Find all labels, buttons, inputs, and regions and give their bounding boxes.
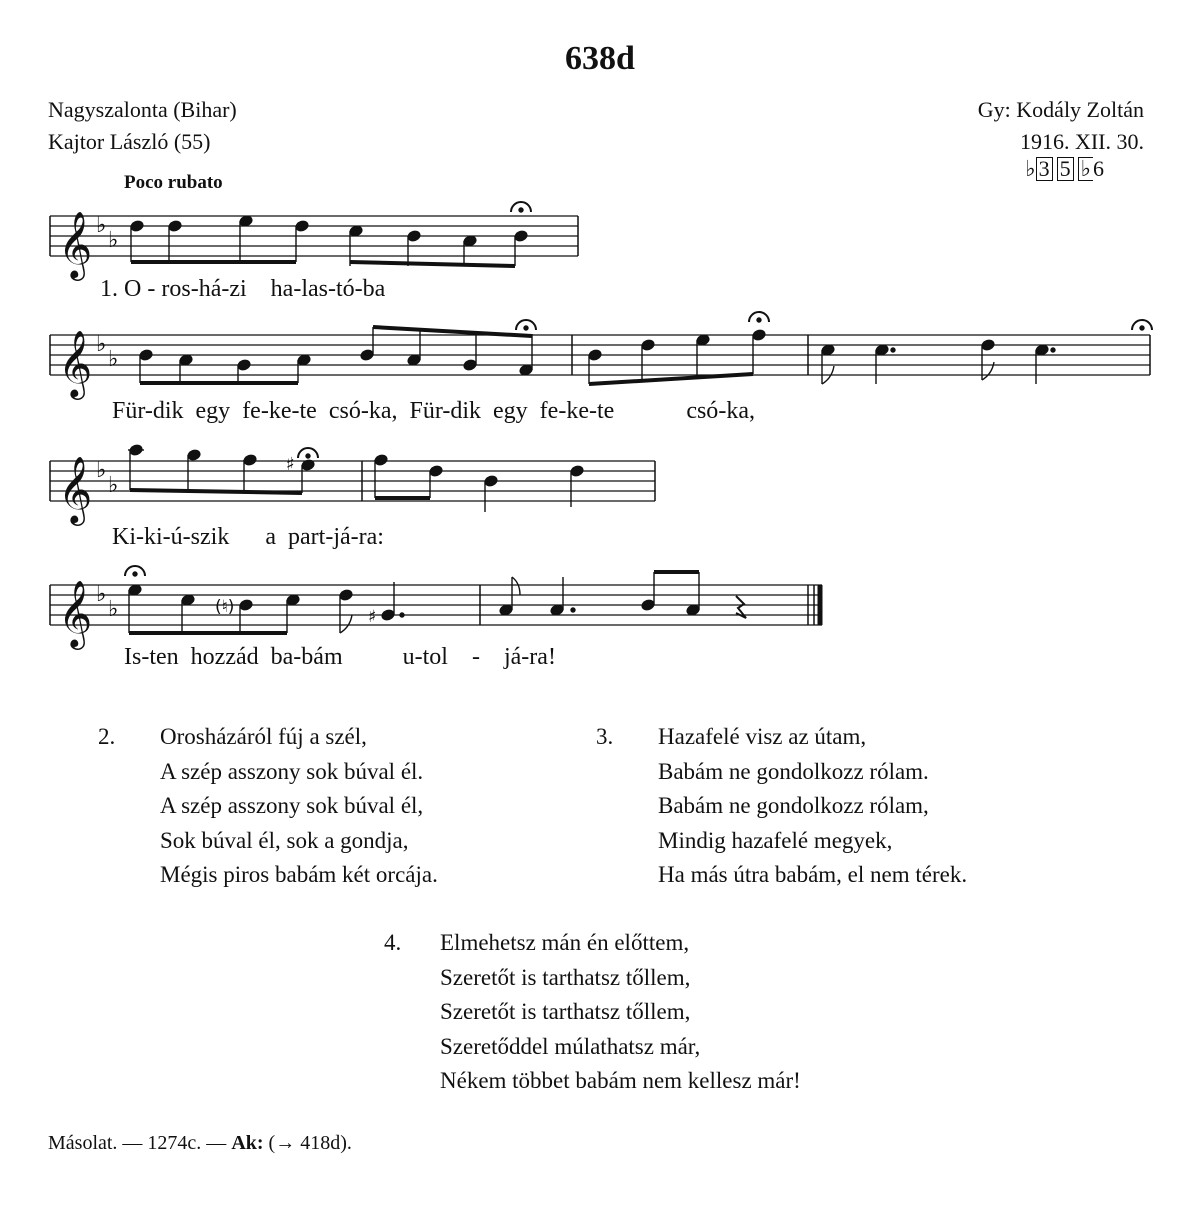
svg-text:♯: ♯ bbox=[286, 454, 295, 475]
verse-3-number: 3. bbox=[596, 724, 614, 749]
verse-2: Orosházáról fúj a szél, A szép asszony sok búval él. A szép asszony sok búval él, Sok búval él, sok a gondja, Mégis piros babám két orcája. bbox=[160, 724, 438, 887]
lyrics-line-2: Für-dik egy fe-ke-te csó-ka, Für-dik egy fe-ke-te csó-ka, bbox=[112, 398, 755, 424]
notes-system-2 bbox=[139, 312, 1152, 384]
verse-2-number: 2. bbox=[98, 724, 116, 749]
verse-3: Hazafelé visz az útam, Babám ne gondolkozz rólam. Babám ne gondolkozz rólam, Mindig hazafelé megyek, Ha más útra babám, el nem térek. bbox=[658, 724, 968, 887]
scale-degree-flat-6: ♭ 6 bbox=[1078, 156, 1104, 182]
notes-system-3 bbox=[128, 444, 584, 512]
lyrics-line-1: 1. O - ros-há-zi ha-las-tó-ba bbox=[100, 276, 386, 302]
svg-text:(♮): (♮) bbox=[215, 597, 235, 617]
location: Nagyszalonta (Bihar) bbox=[48, 97, 237, 122]
treble-clef-icon: 𝄞 bbox=[58, 579, 93, 647]
treble-clef-icon: 𝄞 bbox=[58, 455, 93, 523]
staff-system-4 bbox=[50, 585, 822, 625]
flat-key-icon: ♭ bbox=[108, 228, 119, 253]
flat-key-icon: ♭ bbox=[108, 473, 119, 498]
collector: Gy: Kodály Zoltán bbox=[977, 97, 1144, 122]
tempo-marking: Poco rubato bbox=[124, 172, 223, 193]
flat-key-icon: ♭ bbox=[108, 597, 119, 622]
lyrics-line-3: Ki-ki-ú-szik a part-já-ra: bbox=[112, 524, 384, 550]
scale-degree-flat-3: ♭ 3 bbox=[1025, 156, 1052, 182]
page-title: 638d bbox=[565, 40, 635, 77]
staff-system-3 bbox=[50, 461, 655, 501]
singer: Kajtor László (55) bbox=[48, 129, 211, 154]
flat-key-icon: ♭ bbox=[96, 582, 107, 607]
scale-degree-5: 5 bbox=[1057, 157, 1074, 181]
verse-4: Elmehetsz mán én előttem, Szeretőt is tarthatsz tőllem, Szeretőt is tarthatsz tőllem, Szeretőddel múlathatsz már, Nékem többet babám nem kellesz már! bbox=[440, 930, 801, 1093]
staff-system-1 bbox=[50, 216, 578, 256]
svg-text:♯: ♯ bbox=[368, 607, 377, 627]
treble-clef-icon: 𝄞 bbox=[58, 210, 93, 278]
notes-system-4 bbox=[125, 566, 746, 633]
collection-date: 1916. XII. 30. bbox=[1019, 129, 1144, 154]
footer-reference: Másolat. — 1274c. — Ak: (→ 418d). bbox=[48, 1132, 352, 1154]
lyrics-line-4: Is-ten hozzád ba-bám u-tol - já-ra! bbox=[124, 644, 556, 670]
treble-clef-icon: 𝄞 bbox=[58, 329, 93, 397]
flat-key-icon: ♭ bbox=[96, 458, 107, 483]
flat-key-icon: ♭ bbox=[96, 332, 107, 357]
flat-key-icon: ♭ bbox=[108, 347, 119, 372]
flat-key-icon: ♭ bbox=[96, 213, 107, 238]
verse-4-number: 4. bbox=[384, 930, 402, 955]
